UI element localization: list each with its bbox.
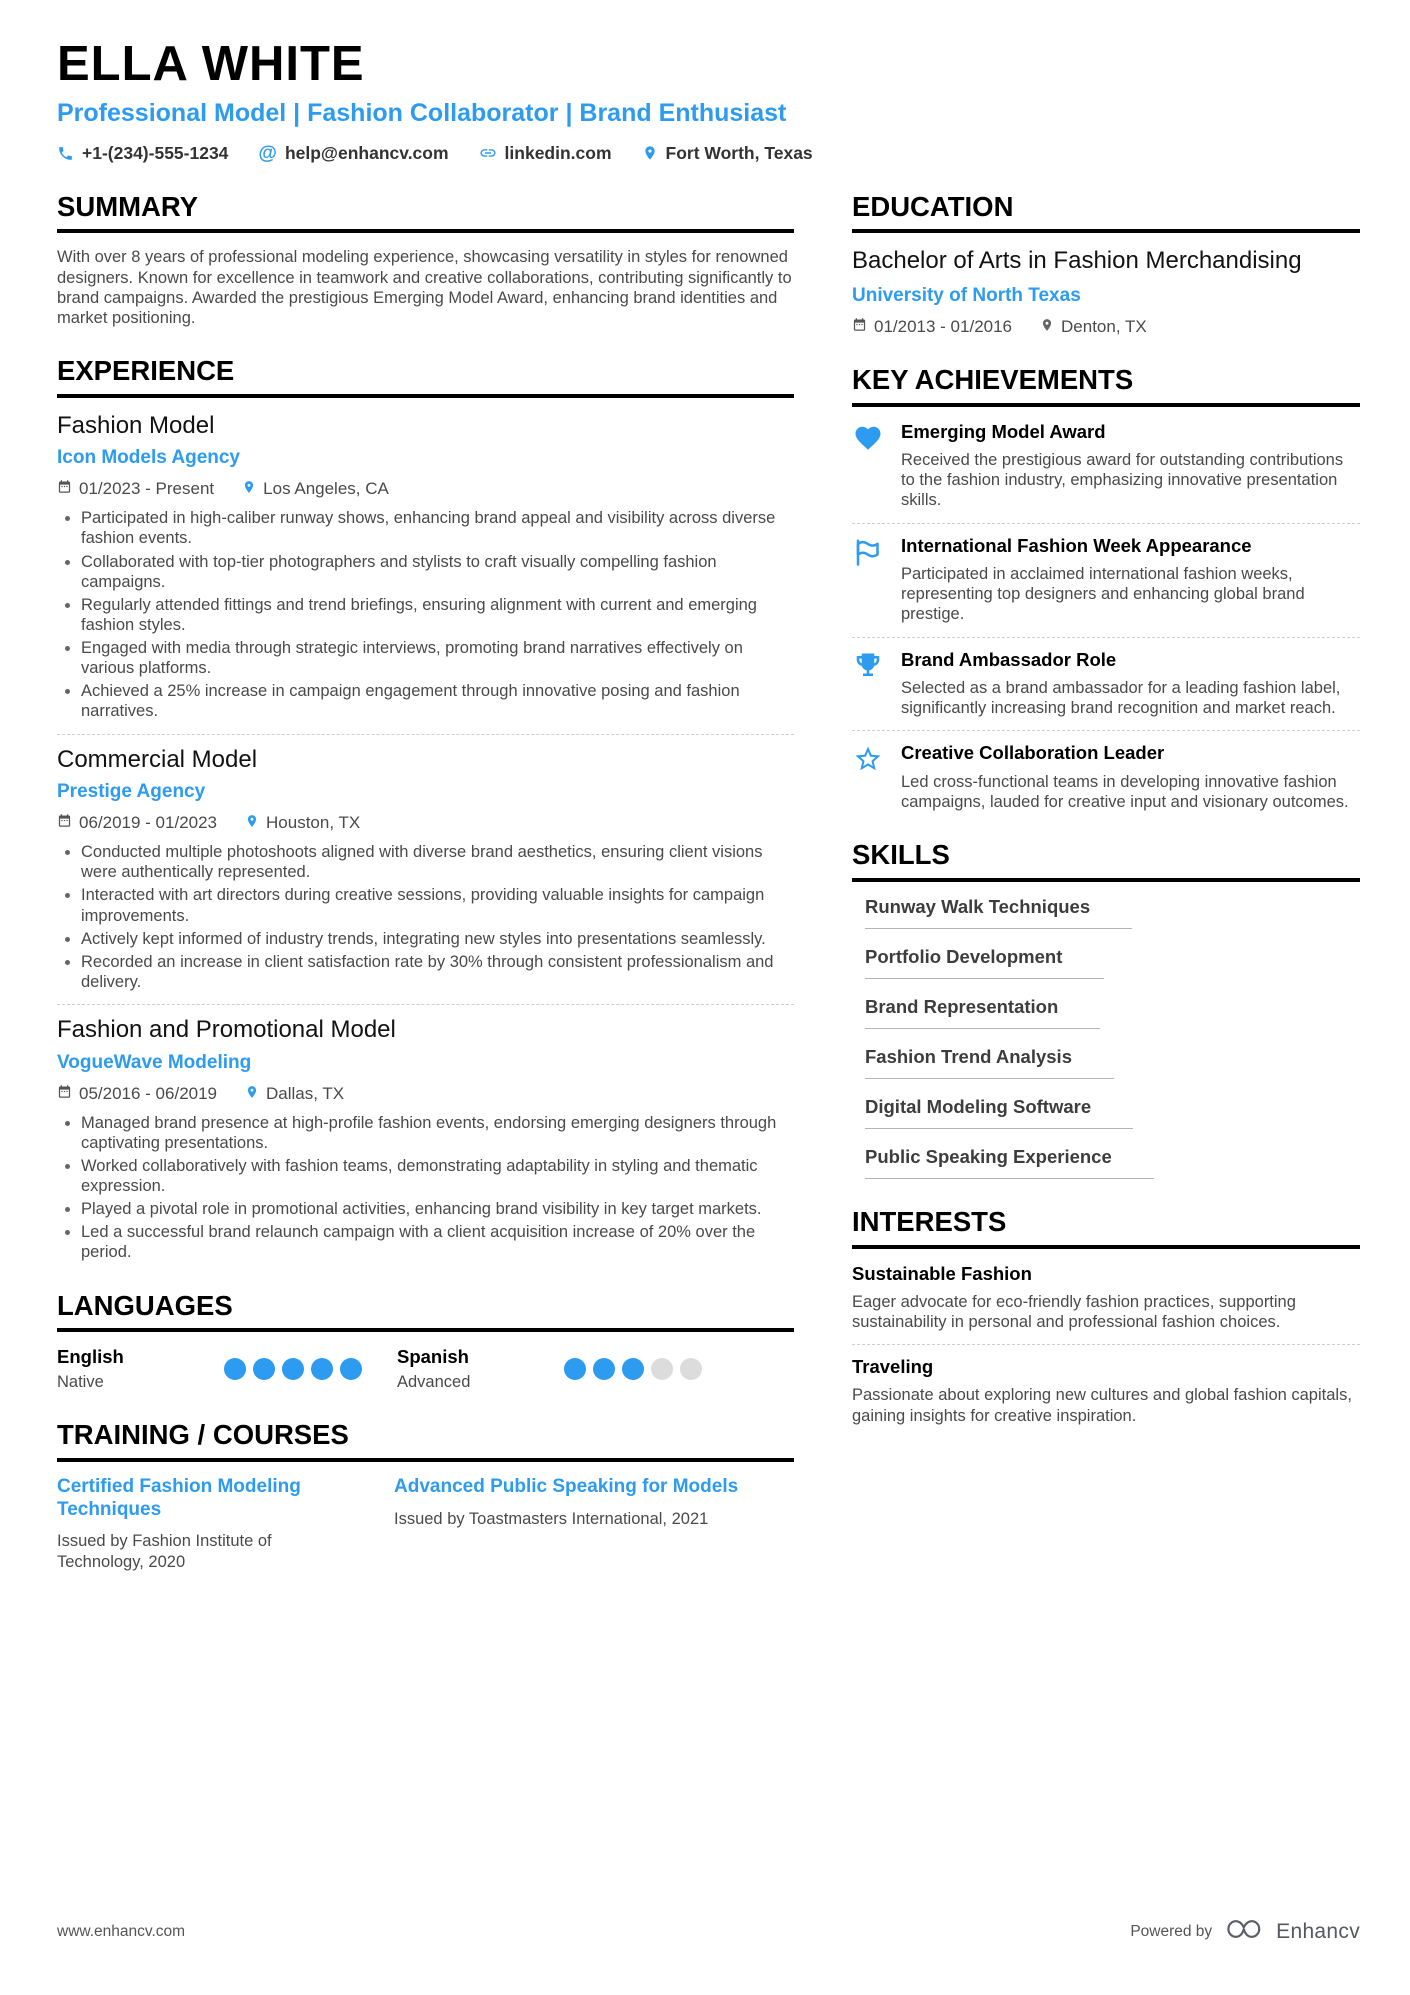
divider — [852, 523, 1360, 524]
at-icon: @ — [258, 142, 277, 164]
divider — [57, 1004, 794, 1005]
job-dates — [57, 479, 214, 499]
bullet-item: Interacted with art directors during creative sessions, providing valuable insights for campaign improvements. — [57, 885, 794, 925]
interest-title: Sustainable Fashion — [852, 1262, 1032, 1284]
bullet-item: Participated in high-caliber runway shows, enhancing brand appeal and visibility across diverse fashion events. — [57, 508, 794, 548]
section-experience — [57, 354, 794, 1263]
achievement-item — [852, 535, 1360, 625]
skill-item: Fashion Trend Analysis — [865, 1046, 1114, 1079]
degree-title: Bachelor of Arts in Fashion Merchandising — [852, 247, 1302, 275]
achievement-title: Brand Ambassador Role — [901, 648, 1117, 670]
level-dot — [340, 1358, 362, 1380]
education-meta — [852, 317, 1360, 337]
job-meta — [57, 813, 794, 833]
skills-heading: SKILLS — [852, 841, 1360, 882]
achievement-body — [901, 421, 1360, 511]
contact-location — [642, 143, 813, 164]
achievement-text: Received the prestigious award for outstanding contributions to the fashion industry, emphasizing innovative presentation skills. — [901, 450, 1344, 510]
location-pin-icon — [642, 145, 658, 161]
job-company[interactable]: Icon Models Agency — [57, 447, 240, 469]
job-location — [245, 813, 360, 833]
job-bullets — [57, 508, 794, 721]
section-training — [57, 1421, 794, 1572]
phone-icon — [57, 145, 74, 162]
calendar-icon — [57, 479, 72, 499]
section-skills — [852, 841, 1360, 1179]
level-dot — [622, 1358, 644, 1380]
level-dot — [253, 1358, 275, 1380]
bullet-item: Led a successful brand relaunch campaign with a client acquisition increase of 20% over the period. — [57, 1222, 794, 1262]
link-icon — [479, 144, 497, 162]
courses-grid — [57, 1476, 794, 1572]
interest-text: Passionate about exploring new cultures and global fashion capitals, gaining insights for creative inspiration. — [852, 1386, 1352, 1425]
skill-item: Digital Modeling Software — [865, 1096, 1133, 1129]
bullet-item: Conducted multiple photoshoots aligned with diverse brand aesthetics, ensuring client visions were authentically represented. — [57, 842, 794, 882]
job-dates — [57, 813, 217, 833]
content-columns — [57, 164, 1360, 1573]
divider — [852, 730, 1360, 731]
star-icon — [852, 742, 884, 779]
job-location — [242, 479, 389, 499]
job-location-value: Houston, TX — [266, 813, 361, 833]
job-meta — [57, 1084, 794, 1104]
skill-item: Public Speaking Experience — [865, 1146, 1154, 1179]
enhancv-logo-icon — [1225, 1918, 1263, 1945]
education-dates-value: 01/2013 - 01/2016 — [874, 316, 1013, 336]
language-name: English — [57, 1346, 124, 1368]
level-dot — [311, 1358, 333, 1380]
education-location-value: Denton, TX — [1061, 316, 1147, 336]
section-education — [852, 190, 1360, 337]
contact-linkedin-value: linkedin.com — [504, 142, 612, 163]
job-dates-value: 01/2023 - Present — [79, 479, 215, 499]
job-title: Commercial Model — [57, 745, 258, 773]
course-issuer: Issued by Fashion Institute of Technology, 2020 — [57, 1532, 272, 1571]
job-dates-value: 05/2016 - 06/2019 — [79, 1083, 218, 1103]
education-location — [1040, 317, 1147, 337]
level-dot — [651, 1358, 673, 1380]
bullet-item: Managed brand presence at high-profile fashion events, endorsing emerging designers through captivating presentations. — [57, 1113, 794, 1153]
calendar-icon — [57, 813, 72, 833]
divider — [852, 1344, 1360, 1345]
level-dot — [593, 1358, 615, 1380]
achievement-title: Emerging Model Award — [901, 420, 1106, 442]
bullet-item: Played a pivotal role in promotional activities, enhancing brand visibility in key target markets. — [57, 1199, 794, 1219]
achievements-heading: KEY ACHIEVEMENTS — [852, 366, 1360, 407]
contact-phone[interactable] — [57, 143, 228, 164]
course-item — [394, 1476, 794, 1572]
person-name: ELLA WHITE — [57, 37, 365, 91]
heart-icon — [852, 421, 884, 458]
job-bullets — [57, 842, 794, 992]
interests-heading: INTERESTS — [852, 1208, 1360, 1249]
course-title: Certified Fashion Modeling Techniques — [57, 1476, 301, 1520]
powered-by-label: Powered by — [1130, 1922, 1213, 1940]
job-location-value: Dallas, TX — [266, 1083, 345, 1103]
language-item — [57, 1346, 362, 1392]
language-dots — [224, 1358, 362, 1380]
section-interests — [852, 1208, 1360, 1426]
bullet-item: Regularly attended fittings and trend briefings, ensuring alignment with current and emerging fashion styles. — [57, 595, 794, 635]
achievement-title: International Fashion Week Appearance — [901, 534, 1252, 556]
language-level: Advanced — [397, 1373, 471, 1392]
job-location-value: Los Angeles, CA — [263, 479, 389, 499]
trophy-icon — [852, 649, 884, 686]
skill-item: Portfolio Development — [865, 946, 1104, 979]
language-level: Native — [57, 1373, 104, 1392]
calendar-icon — [852, 317, 867, 337]
bullet-item: Recorded an increase in client satisfaction rate by 30% through consistent professionalism and delivery. — [57, 952, 794, 992]
contact-email-value: help@enhancv.com — [284, 142, 449, 163]
calendar-icon — [57, 1084, 72, 1104]
languages-heading: LANGUAGES — [57, 1292, 794, 1333]
interest-text: Eager advocate for eco-friendly fashion practices, supporting sustainability in personal and professional fashion choices. — [852, 1292, 1296, 1332]
experience-entry — [57, 1016, 794, 1262]
job-meta — [57, 479, 794, 499]
job-dates — [57, 1084, 217, 1104]
language-labels — [57, 1346, 124, 1392]
bullet-item: Worked collaboratively with fashion teams, demonstrating adaptability in styling and thematic expression. — [57, 1156, 794, 1196]
left-column — [57, 164, 794, 1573]
right-column — [852, 164, 1360, 1427]
education-dates — [852, 317, 1012, 337]
interest-title: Traveling — [852, 1356, 934, 1378]
contact-location-value: Fort Worth, Texas — [665, 142, 813, 163]
job-title: Fashion and Promotional Model — [57, 1016, 396, 1044]
level-dot — [282, 1358, 304, 1380]
divider — [57, 734, 794, 735]
course-title: Advanced Public Speaking for Models — [394, 1476, 739, 1498]
divider — [852, 637, 1360, 638]
level-dot — [680, 1358, 702, 1380]
language-labels — [397, 1346, 470, 1392]
brand-name[interactable]: Enhancv — [1276, 1919, 1360, 1943]
location-pin-icon — [242, 479, 256, 499]
bullet-item: Engaged with media through strategic interviews, promoting brand narratives effectively on various platforms. — [57, 638, 794, 678]
achievement-body — [901, 649, 1360, 719]
summary-heading: SUMMARY — [57, 193, 794, 234]
experience-entry — [57, 412, 794, 722]
summary-text: With over 8 years of professional modeling experience, showcasing versatility in styles for renowned designers. Known for excellence in teamwork and creative collaborations, contributing significantly to brand campaigns. Awarded the prestigious Emerging Model Award, enhancing brand identities and market positioning. — [57, 248, 792, 327]
achievement-item — [852, 421, 1360, 511]
location-pin-icon — [245, 813, 259, 833]
achievement-text: Led cross-functional teams in developing innovative fashion campaigns, lauded for creative input and visionary outcomes. — [901, 772, 1349, 811]
achievement-item — [852, 649, 1360, 719]
job-company[interactable]: VogueWave Modeling — [57, 1051, 252, 1073]
level-dot — [224, 1358, 246, 1380]
section-summary — [57, 190, 794, 328]
job-bullets — [57, 1113, 794, 1263]
experience-heading: EXPERIENCE — [57, 357, 794, 398]
flag-icon — [852, 535, 884, 572]
powered-by — [1130, 1918, 1360, 1945]
bullet-item: Actively kept informed of industry trends, integrating new styles into presentations seamlessly. — [57, 929, 794, 949]
section-achievements — [852, 363, 1360, 812]
achievement-item — [852, 742, 1360, 812]
footer-site-link[interactable]: www.enhancv.com — [57, 1922, 186, 1940]
interest-item — [852, 1356, 1360, 1426]
location-pin-icon — [1040, 317, 1054, 337]
school-name[interactable]: University of North Texas — [852, 284, 1081, 306]
achievement-body — [901, 742, 1360, 812]
achievement-body — [901, 535, 1360, 625]
language-dots — [564, 1358, 702, 1380]
achievement-text: Selected as a brand ambassador for a leading fashion label, significantly increasing brand recognition and market reach. — [901, 678, 1341, 718]
person-headline: Professional Model | Fashion Collaborator | Brand Enthusiast — [57, 99, 787, 127]
job-dates-value: 06/2019 - 01/2023 — [79, 813, 218, 833]
achievement-text: Participated in acclaimed international fashion weeks, representing top designers and enhancing global brand prestige. — [901, 564, 1305, 624]
level-dot — [564, 1358, 586, 1380]
location-pin-icon — [245, 1084, 259, 1104]
interest-item — [852, 1263, 1360, 1333]
job-location — [245, 1084, 344, 1104]
language-name: Spanish — [397, 1346, 469, 1368]
skill-item: Runway Walk Techniques — [865, 896, 1132, 929]
contact-row — [57, 143, 1360, 164]
bullet-item: Achieved a 25% increase in campaign engagement through innovative posing and fashion narratives. — [57, 681, 794, 721]
education-heading: EDUCATION — [852, 193, 1360, 234]
job-company[interactable]: Prestige Agency — [57, 781, 206, 803]
contact-phone-value: +1-(234)-555-1234 — [82, 142, 229, 163]
skill-item: Brand Representation — [865, 996, 1100, 1029]
experience-entry — [57, 746, 794, 992]
course-item — [57, 1476, 360, 1572]
contact-email[interactable] — [258, 143, 448, 164]
bullet-item: Collaborated with top-tier photographers and stylists to craft visually compelling fashion campaigns. — [57, 552, 794, 592]
course-issuer: Issued by Toastmasters International, 2021 — [394, 1509, 709, 1528]
training-heading: TRAINING / COURSES — [57, 1421, 794, 1462]
job-title: Fashion Model — [57, 411, 215, 439]
language-item — [397, 1346, 702, 1392]
achievement-title: Creative Collaboration Leader — [901, 742, 1165, 764]
section-languages — [57, 1289, 794, 1393]
contact-linkedin[interactable] — [479, 143, 612, 164]
languages-grid — [57, 1346, 794, 1392]
header — [57, 37, 1360, 164]
footer — [57, 1918, 1360, 1945]
